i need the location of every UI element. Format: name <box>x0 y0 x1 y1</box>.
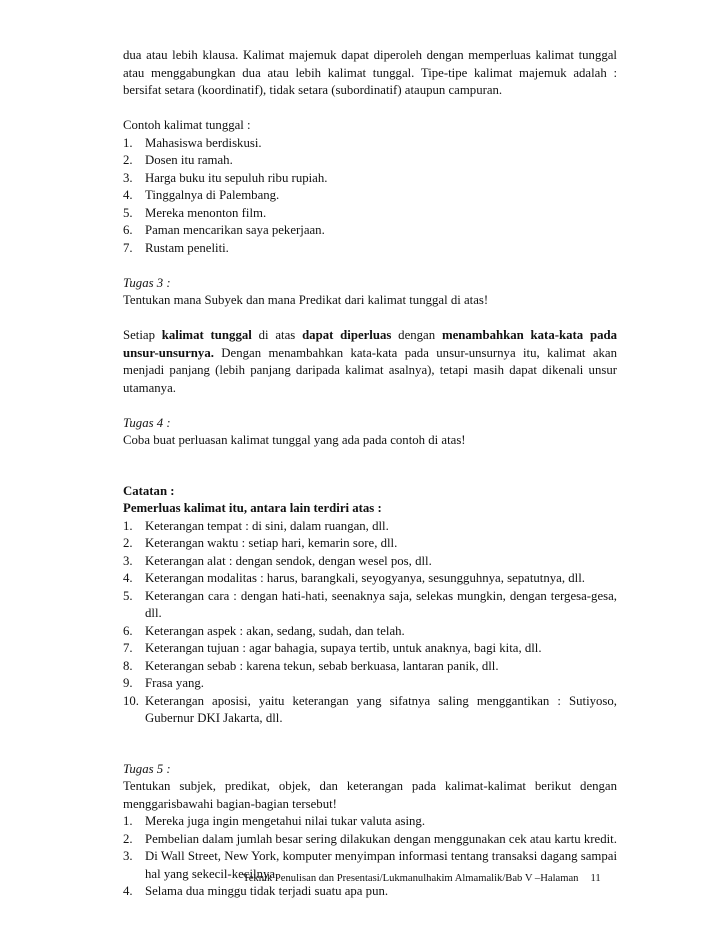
list-item: 3. Keterangan alat : dengan sendok, dengan wesel pos, dll. <box>123 553 432 568</box>
page-number: 11 <box>590 873 601 884</box>
list-item: 5. Mereka menonton film. <box>123 205 267 220</box>
document-page <box>123 47 617 901</box>
list-item: 4. Keterangan modalitas : harus, barangkali, seyogyanya, sesungguhnya, sepatutnya, dll. <box>123 571 585 585</box>
list-item: 2. Dosen itu ramah. <box>123 153 233 167</box>
list-item: 1. Mahasiswa berdiskusi. <box>123 135 262 150</box>
list-item: 3. Di Wall Street, New York, komputer menyimpan informasi tentang transaksi dagang sampai hal yang sekecil-kecilnya. <box>123 849 617 881</box>
catatan-heading: Catatan : <box>123 483 175 498</box>
catatan-list <box>123 518 617 728</box>
page-footer <box>243 872 623 886</box>
list-item: 9. Frasa yang. <box>123 676 204 690</box>
catatan-subheading: Pemerluas kalimat itu, antara lain terdiri atas : <box>123 501 382 515</box>
list-item: 7. Keterangan tujuan : agar bahagia, supaya tertib, untuk anaknya, bagi kita, dll. <box>123 641 542 655</box>
intro-paragraph: dua atau lebih klausa. Kalimat majemuk dapat diperoleh dengan memperluas kalimat tunggal atau menggabungkan dua atau lebih kalimat tunggal. Tipe-tipe kalimat majemuk adalah : bersifat setara (koordinatif), tidak setara (subordinatif) ataupun campuran. <box>123 48 617 97</box>
contoh-list <box>123 135 617 258</box>
contoh-heading: Contoh kalimat tunggal : <box>123 118 251 132</box>
list-item: 6. Keterangan aspek : akan, sedang, sudah, dan telah. <box>123 623 405 638</box>
list-item: 2. Keterangan waktu : setiap hari, kemarin sore, dll. <box>123 536 398 550</box>
list-item: 2. Pembelian dalam jumlah besar sering dilakukan dengan menggunakan cek atau kartu kredit. <box>123 831 617 846</box>
setiap-paragraph: Setiap kalimat tunggal di atas dapat diperluas dengan menambahkan kata-kata pada unsur-unsurnya. Dengan menambahkan kata-kata pada unsur-unsurnya itu, kalimat akan menjadi panjang (lebih panjang daripada kalimat asalnya), tetapi masih dapat dikenali unsur utamanya. <box>123 328 617 395</box>
list-item: 3. Harga buku itu sepuluh ribu rupiah. <box>123 170 328 185</box>
list-item: 5. Keterangan cara : dengan hati-hati, seenaknya saja, selekas mungkin, dengan tergesa-gesa, dll. <box>123 588 617 620</box>
tugas4-label: Tugas 4 : <box>123 415 171 430</box>
list-item: 4. Tinggalnya di Palembang. <box>123 188 280 202</box>
list-item: 6. Paman mencarikan saya pekerjaan. <box>123 223 325 237</box>
list-item: 1. Mereka juga ingin mengetahui nilai tukar valuta asing. <box>123 814 426 828</box>
tugas4-text: Coba buat perluasan kalimat tunggal yang ada pada contoh di atas! <box>123 433 466 447</box>
tugas5-label: Tugas 5 : <box>123 761 171 776</box>
footer-text: Teknik Penulisan dan Presentasi/Lukmanulhakim Almamalik/Bab V –Halaman <box>243 873 579 884</box>
list-item: 8. Keterangan sebab : karena tekun, sebab berkuasa, lantaran panik, dll. <box>123 658 499 673</box>
list-item: 7. Rustam peneliti. <box>123 240 229 255</box>
tugas3-text: Tentukan mana Subyek dan mana Predikat dari kalimat tunggal di atas! <box>123 293 489 307</box>
tugas5-list <box>123 813 617 901</box>
list-item: 10. Keterangan aposisi, yaitu keterangan yang sifatnya saling menggantikan : Sutiyoso, Gubernur DKI Jakarta, dll. <box>123 693 617 725</box>
list-item: 1. Keterangan tempat : di sini, dalam ruangan, dll. <box>123 518 389 533</box>
tugas3-label: Tugas 3 : <box>123 275 171 290</box>
tugas5-text: Tentukan subjek, predikat, objek, dan keterangan pada kalimat-kalimat berikut dengan menggarisbawahi bagian-bagian tersebut! <box>123 779 617 811</box>
list-item: 4. Selama dua minggu tidak terjadi suatu apa pun. <box>123 884 389 898</box>
